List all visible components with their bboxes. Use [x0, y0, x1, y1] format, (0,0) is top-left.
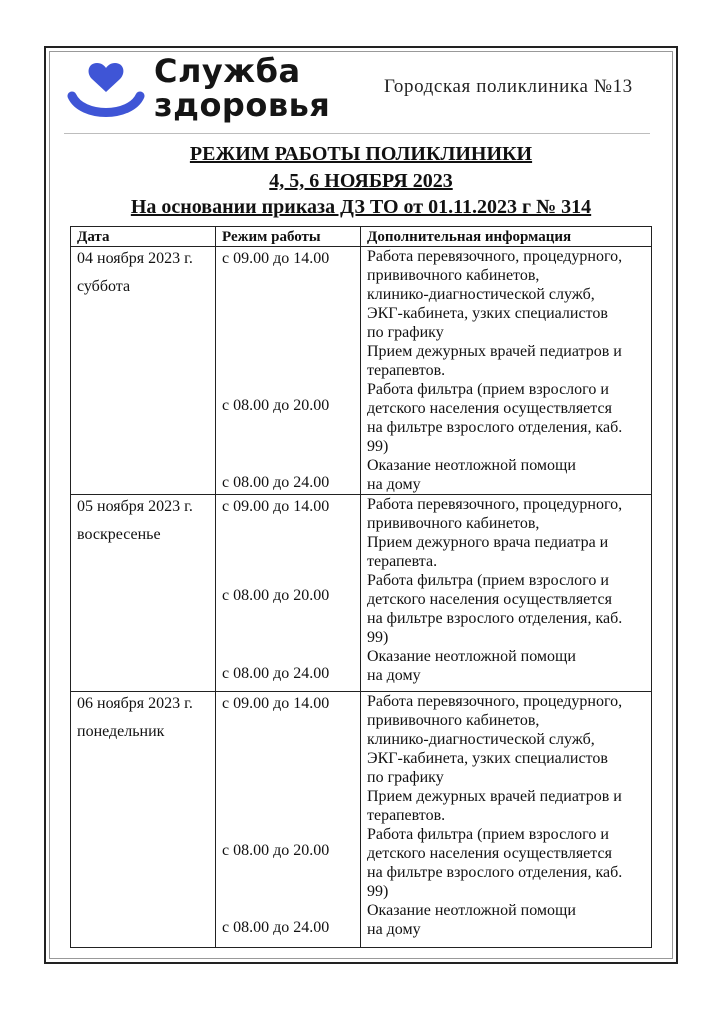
info-line: на фильтре взрослого отделения, каб.: [367, 864, 623, 881]
info-line: прививочного кабинетов,: [367, 515, 540, 532]
table-header-row: [71, 227, 652, 247]
weekday-text: суббота: [77, 278, 131, 295]
date-text: 06 ноября 2023 г.: [77, 695, 193, 712]
info-line: Работа перевязочного, процедурного,: [367, 693, 623, 710]
time-range: с 08.00 до 24.00: [222, 919, 330, 936]
info-line: клинико-диагностической служб,: [367, 286, 595, 303]
info-line: терапевтов.: [367, 362, 446, 379]
time-range: с 08.00 до 24.00: [222, 665, 330, 682]
info-line: Прием дежурного врача педиатра и: [367, 534, 609, 551]
schedule-table: [70, 226, 652, 948]
info-line: Прием дежурных врачей педиатров и: [367, 788, 622, 805]
info-line: ЭКГ-кабинета, узких специалистов: [367, 750, 608, 767]
info-line: на дому: [367, 476, 421, 493]
info-line: детского населения осуществляется: [367, 845, 612, 862]
info-line: детского населения осуществляется: [367, 591, 612, 608]
info-line: на дому: [367, 667, 421, 684]
info-line: по графику: [367, 324, 444, 341]
info-line: детского населения осуществляется: [367, 400, 612, 417]
info-line: ЭКГ-кабинета, узких специалистов: [367, 305, 608, 322]
info-line: Оказание неотложной помощи: [367, 902, 576, 919]
info-line: по графику: [367, 769, 444, 786]
heart-smile-logo-icon: [66, 58, 146, 122]
time-range: с 08.00 до 20.00: [222, 842, 330, 859]
info-line: 99): [367, 629, 389, 646]
time-range: с 08.00 до 20.00: [222, 397, 330, 414]
info-line: Оказание неотложной помощи: [367, 648, 576, 665]
time-range: с 08.00 до 20.00: [222, 587, 330, 604]
date-text: 05 ноября 2023 г.: [77, 498, 193, 515]
info-line: Работа фильтра (прием взрослого и: [367, 381, 609, 398]
time-range: с 09.00 до 14.00: [222, 498, 330, 515]
date-cell: [71, 247, 216, 495]
brand-name: [154, 54, 330, 122]
column-header-info: Дополнительная информация: [361, 227, 652, 247]
time-range: с 08.00 до 24.00: [222, 474, 330, 491]
info-line: Прием дежурных врачей педиатров и: [367, 343, 622, 360]
info-cell: [361, 495, 652, 692]
info-line: прививочного кабинетов,: [367, 712, 540, 729]
header-divider: [64, 133, 650, 134]
hours-cell: [216, 247, 361, 495]
weekday-text: воскресенье: [77, 526, 161, 543]
info-line: Работа фильтра (прием взрослого и: [367, 572, 609, 589]
info-line: Работа фильтра (прием взрослого и: [367, 826, 609, 843]
clinic-name: Городская поликлиника №13: [384, 76, 633, 97]
weekday-text: понедельник: [77, 723, 165, 740]
page-subtitle-dates: 4, 5, 6 НОЯБРЯ 2023: [269, 170, 453, 192]
column-header-date: Дата: [71, 227, 216, 247]
page-subtitle-order: На основании приказа ДЗ ТО от 01.11.2023 г № 314: [130, 196, 592, 218]
info-line: на дому: [367, 921, 421, 938]
info-line: на фильтре взрослого отделения, каб.: [367, 610, 623, 627]
brand-line-2: здоровья: [154, 86, 331, 124]
info-line: клинико-диагностической служб,: [367, 731, 595, 748]
hours-cell: [216, 692, 361, 948]
info-line: терапевтов.: [367, 807, 446, 824]
date-cell: [71, 495, 216, 692]
date-cell: [71, 692, 216, 948]
info-cell: [361, 692, 652, 948]
info-line: Работа перевязочного, процедурного,: [367, 248, 623, 265]
time-range: с 09.00 до 14.00: [222, 695, 330, 712]
hours-cell: [216, 495, 361, 692]
info-line: Работа перевязочного, процедурного,: [367, 496, 623, 513]
table-row: [71, 247, 652, 495]
info-line: терапевта.: [367, 553, 438, 570]
info-line: 99): [367, 438, 389, 455]
time-range: с 09.00 до 14.00: [222, 250, 330, 267]
brand-line-1: Служба: [154, 52, 301, 90]
info-cell: [361, 247, 652, 495]
info-line: Оказание неотложной помощи: [367, 457, 576, 474]
date-text: 04 ноября 2023 г.: [77, 250, 193, 267]
page-title: РЕЖИМ РАБОТЫ ПОЛИКЛИНИКИ: [189, 143, 533, 165]
column-header-hours: Режим работы: [216, 227, 361, 247]
info-line: 99): [367, 883, 389, 900]
info-line: прививочного кабинетов,: [367, 267, 540, 284]
info-line: на фильтре взрослого отделения, каб.: [367, 419, 623, 436]
table-row: [71, 495, 652, 692]
table-row: [71, 692, 652, 948]
